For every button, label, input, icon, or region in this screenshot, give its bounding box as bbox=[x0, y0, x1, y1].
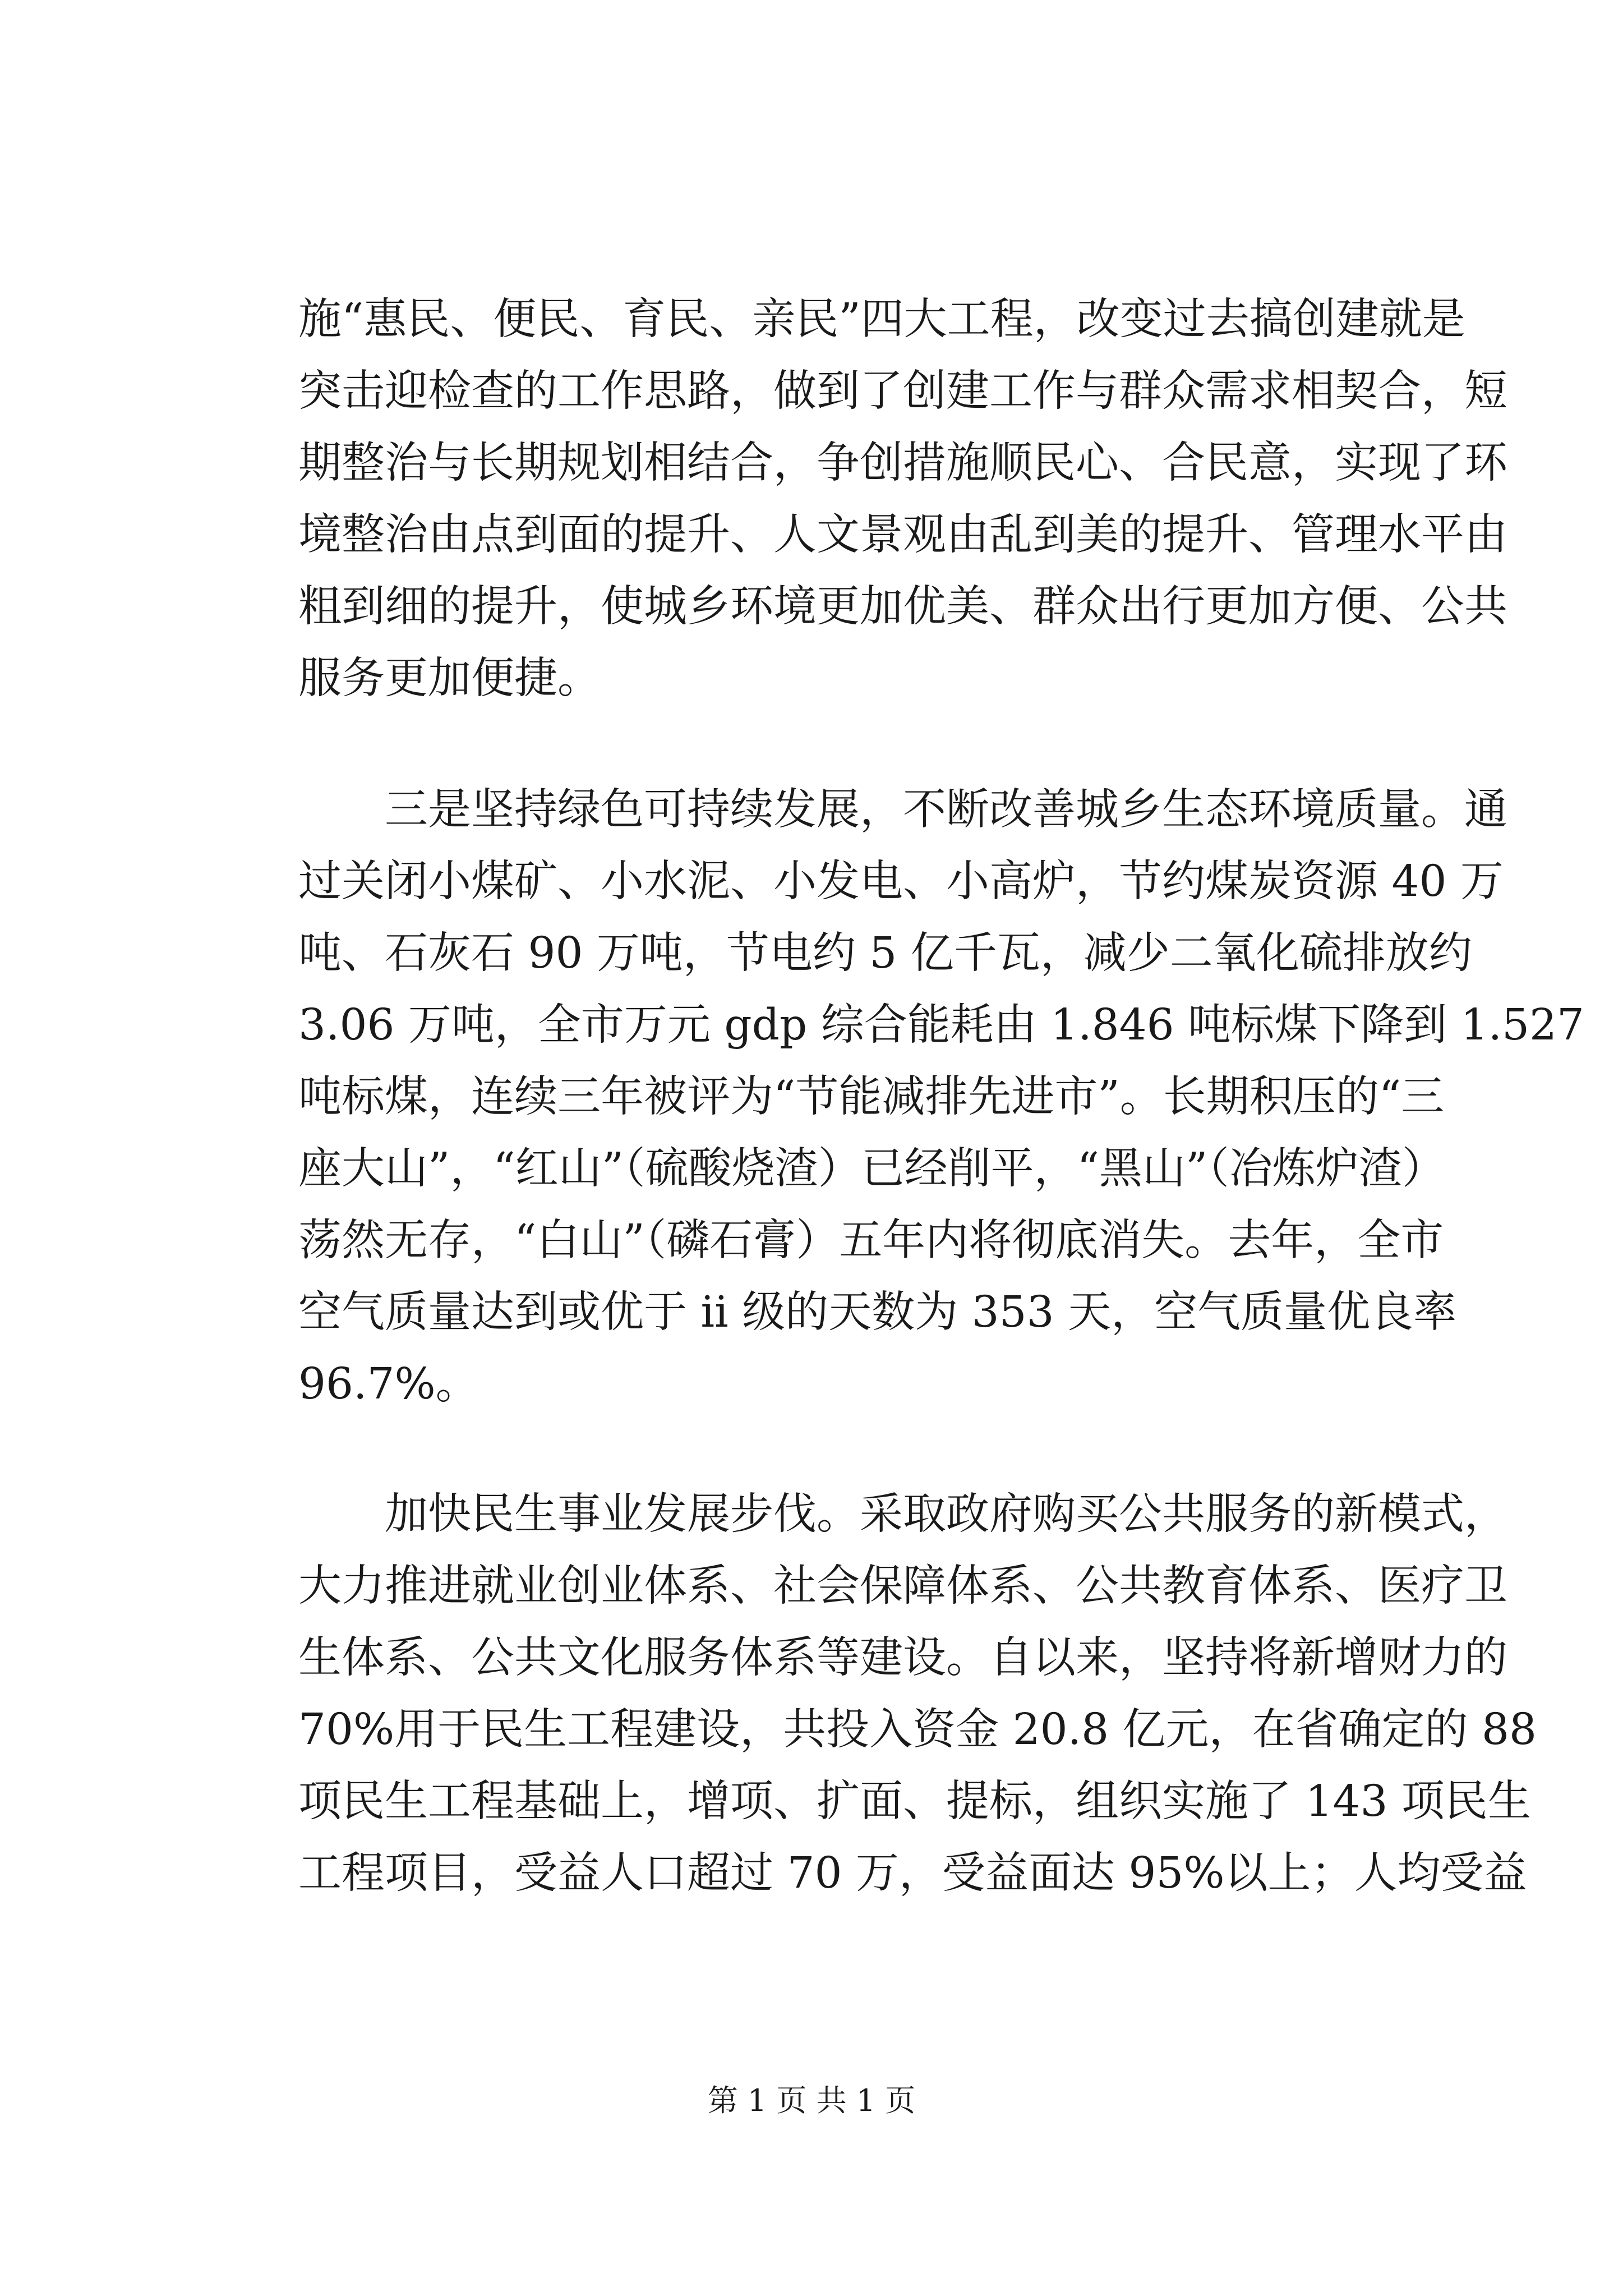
text-line: 粗到细的提升，使城乡环境更加优美、群众出行更加方便、公共 bbox=[298, 582, 1507, 632]
text-line: 70%用于民生工程建设，共投入资金 20.8 亿元，在省确定的 88 bbox=[298, 1705, 1537, 1755]
text-line: 境整治由点到面的提升、人文景观由乱到美的提升、管理水平由 bbox=[298, 510, 1507, 560]
text-line: 期整治与长期规划相结合，争创措施顺民心、合民意，实现了环 bbox=[298, 438, 1507, 488]
text-line: 96.7%。 bbox=[298, 1359, 479, 1409]
text-line: 加快民生事业发展步伐。采取政府购买公共服务的新模式， bbox=[298, 1489, 1507, 1539]
text-line: 突击迎检查的工作思路，做到了创建工作与群众需求相契合，短 bbox=[298, 366, 1507, 416]
text-line: 项民生工程基础上，增项、扩面、提标，组织实施了 143 项民生 bbox=[298, 1777, 1531, 1826]
text-line: 服务更加便捷。 bbox=[298, 654, 601, 703]
text-line: 座大山”，“红山”（硫酸烧渣）已经削平，“黑山”（冶炼炉渣） bbox=[298, 1144, 1445, 1194]
text-line: 工程项目，受益人口超过 70 万，受益面达 95%以上；人均受益 bbox=[298, 1848, 1527, 1898]
text-line: 施“惠民、便民、育民、亲民”四大工程，改变过去搞创建就是 bbox=[298, 295, 1465, 344]
page-footer: 第 1 页 共 1 页 bbox=[707, 2083, 916, 2118]
text-line: 三是坚持绿色可持续发展，不断改善城乡生态环境质量。通 bbox=[298, 785, 1507, 835]
text-line: 过关闭小煤矿、小水泥、小发电、小高炉，节约煤炭资源 40 万 bbox=[298, 857, 1504, 907]
text-line: 生体系、公共文化服务体系等建设。自以来，坚持将新增财力的 bbox=[298, 1633, 1507, 1683]
text-line: 荡然无存，“白山”（磷石膏）五年内将彻底消失。去年，全市 bbox=[298, 1216, 1444, 1266]
text-line: 3.06 万吨，全市万元 gdp 综合能耗由 1.846 吨标煤下降到 1.527 bbox=[298, 1000, 1585, 1050]
text-line: 吨、石灰石 90 万吨，节电约 5 亿千瓦，减少二氧化硫排放约 bbox=[298, 928, 1472, 978]
text-line: 吨标煤，连续三年被评为“节能减排先进市”。长期积压的“三 bbox=[298, 1072, 1445, 1122]
text-line: 空气质量达到或优于 ii 级的天数为 353 天，空气质量优良率 bbox=[298, 1287, 1457, 1337]
text-line: 大力推进就业创业体系、社会保障体系、公共教育体系、医疗卫 bbox=[298, 1561, 1507, 1611]
